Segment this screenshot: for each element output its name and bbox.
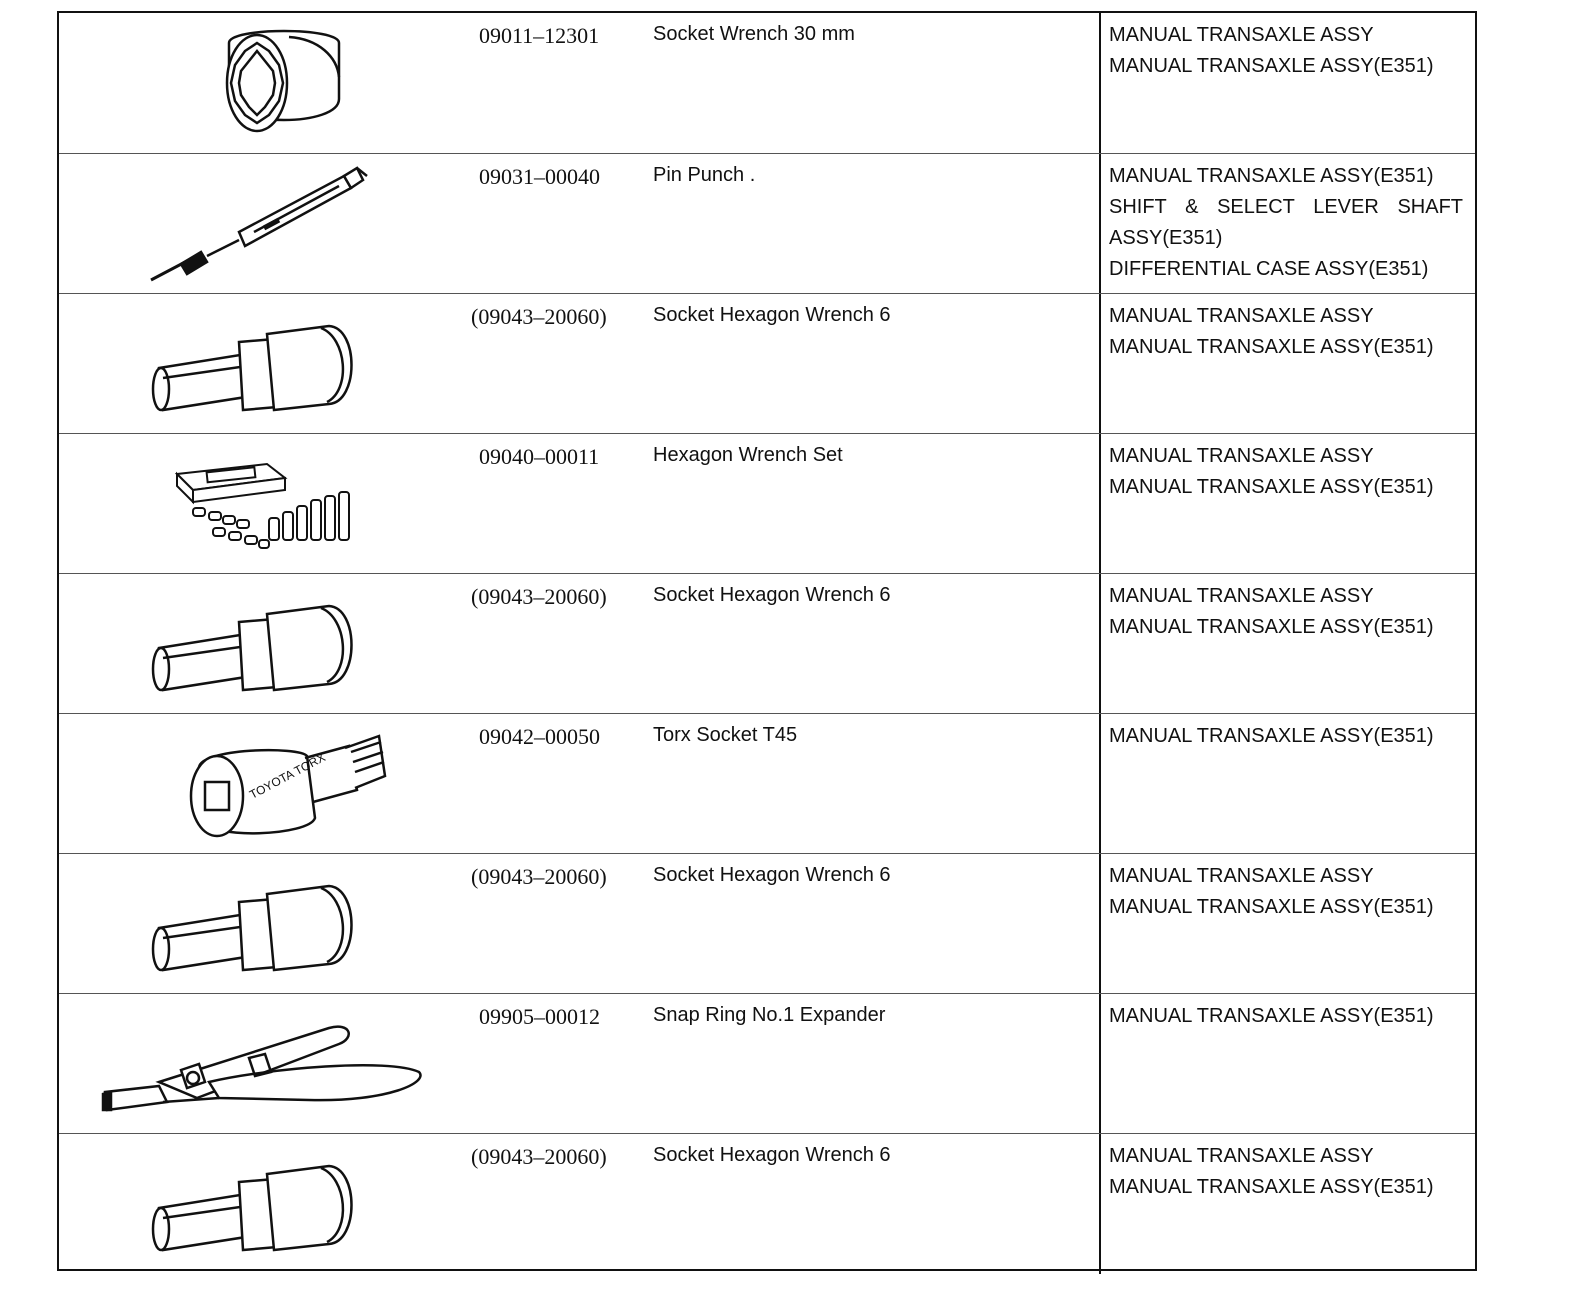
usage-item: MANUAL TRANSAXLE ASSY bbox=[1109, 585, 1374, 607]
table-row bbox=[59, 153, 1475, 294]
usage-item: MANUAL TRANSAXLE ASSY bbox=[1109, 305, 1374, 327]
usage-list bbox=[1109, 161, 1463, 285]
table-row bbox=[59, 713, 1475, 854]
torx-marking: TOYOTA TORX bbox=[247, 750, 328, 802]
usage-list bbox=[1109, 581, 1463, 643]
tool-name: Socket Hexagon Wrench 6 bbox=[653, 304, 891, 326]
usage-item: MANUAL TRANSAXLE ASSY(E351) bbox=[1109, 725, 1434, 747]
socket-hexagon-wrench-icon bbox=[89, 858, 469, 988]
usage-item: MANUAL TRANSAXLE ASSY(E351) bbox=[1109, 336, 1434, 358]
socket-wrench-icon bbox=[89, 17, 469, 147]
tool-name: Snap Ring No.1 Expander bbox=[653, 1004, 886, 1026]
hexagon-wrench-set-icon bbox=[89, 438, 469, 568]
tool-name: Hexagon Wrench Set bbox=[653, 444, 843, 466]
torx-socket-icon bbox=[89, 718, 469, 848]
usage-list bbox=[1109, 441, 1463, 503]
usage-item: MANUAL TRANSAXLE ASSY bbox=[1109, 1145, 1374, 1167]
usage-item: SHIFT & SELECT LEVER SHAFT bbox=[1109, 196, 1463, 218]
tool-name: Socket Hexagon Wrench 6 bbox=[653, 864, 891, 886]
table-row bbox=[59, 293, 1475, 434]
column-divider bbox=[1099, 294, 1101, 434]
table-row bbox=[59, 433, 1475, 574]
usage-list bbox=[1109, 301, 1463, 363]
table-row bbox=[59, 1133, 1475, 1274]
part-number: 09031–00040 bbox=[479, 164, 600, 189]
usage-list bbox=[1109, 1141, 1463, 1203]
usage-item: MANUAL TRANSAXLE ASSY bbox=[1109, 445, 1374, 467]
usage-list bbox=[1109, 721, 1463, 752]
special-service-tools-table bbox=[57, 11, 1477, 1271]
tool-name: Pin Punch . bbox=[653, 164, 756, 186]
usage-item: MANUAL TRANSAXLE ASSY(E351) bbox=[1109, 896, 1434, 918]
usage-item: MANUAL TRANSAXLE ASSY bbox=[1109, 24, 1374, 46]
tool-name: Socket Wrench 30 mm bbox=[653, 23, 855, 45]
usage-list bbox=[1109, 861, 1463, 923]
tool-name: Socket Hexagon Wrench 6 bbox=[653, 584, 891, 606]
tool-name: Socket Hexagon Wrench 6 bbox=[653, 1144, 891, 1166]
column-divider bbox=[1099, 574, 1101, 714]
usage-item: MANUAL TRANSAXLE ASSY(E351) bbox=[1109, 1176, 1434, 1198]
socket-hexagon-wrench-icon bbox=[89, 1138, 469, 1268]
table-row bbox=[59, 573, 1475, 714]
part-number: (09043–20060) bbox=[471, 864, 607, 889]
usage-item: MANUAL TRANSAXLE ASSY(E351) bbox=[1109, 616, 1434, 638]
snap-ring-expander-icon bbox=[89, 998, 469, 1128]
usage-item: MANUAL TRANSAXLE ASSY(E351) bbox=[1109, 55, 1434, 77]
part-number: (09043–20060) bbox=[471, 584, 607, 609]
socket-hexagon-wrench-icon bbox=[89, 298, 469, 428]
usage-item: MANUAL TRANSAXLE ASSY(E351) bbox=[1109, 1005, 1434, 1027]
part-number: 09042–00050 bbox=[479, 724, 600, 749]
column-divider bbox=[1099, 13, 1101, 153]
part-number: (09043–20060) bbox=[471, 1144, 607, 1169]
table-row bbox=[59, 853, 1475, 994]
part-number: 09011–12301 bbox=[479, 23, 600, 48]
usage-item: MANUAL TRANSAXLE ASSY(E351) bbox=[1109, 165, 1434, 187]
table-row bbox=[59, 13, 1475, 153]
column-divider bbox=[1099, 1134, 1101, 1274]
column-divider bbox=[1099, 154, 1101, 294]
usage-list bbox=[1109, 20, 1463, 82]
column-divider bbox=[1099, 714, 1101, 854]
usage-item: ASSY(E351) bbox=[1109, 227, 1223, 249]
part-number: 09040–00011 bbox=[479, 444, 600, 469]
part-number: 09905–00012 bbox=[479, 1004, 600, 1029]
column-divider bbox=[1099, 994, 1101, 1134]
pin-punch-icon bbox=[89, 158, 469, 288]
usage-item: MANUAL TRANSAXLE ASSY(E351) bbox=[1109, 476, 1434, 498]
usage-item: DIFFERENTIAL CASE ASSY(E351) bbox=[1109, 258, 1429, 280]
table-row bbox=[59, 993, 1475, 1134]
column-divider bbox=[1099, 434, 1101, 574]
usage-list bbox=[1109, 1001, 1463, 1032]
socket-hexagon-wrench-icon bbox=[89, 578, 469, 708]
column-divider bbox=[1099, 854, 1101, 994]
usage-item: MANUAL TRANSAXLE ASSY bbox=[1109, 865, 1374, 887]
tool-name: Torx Socket T45 bbox=[653, 724, 798, 746]
part-number: (09043–20060) bbox=[471, 304, 607, 329]
